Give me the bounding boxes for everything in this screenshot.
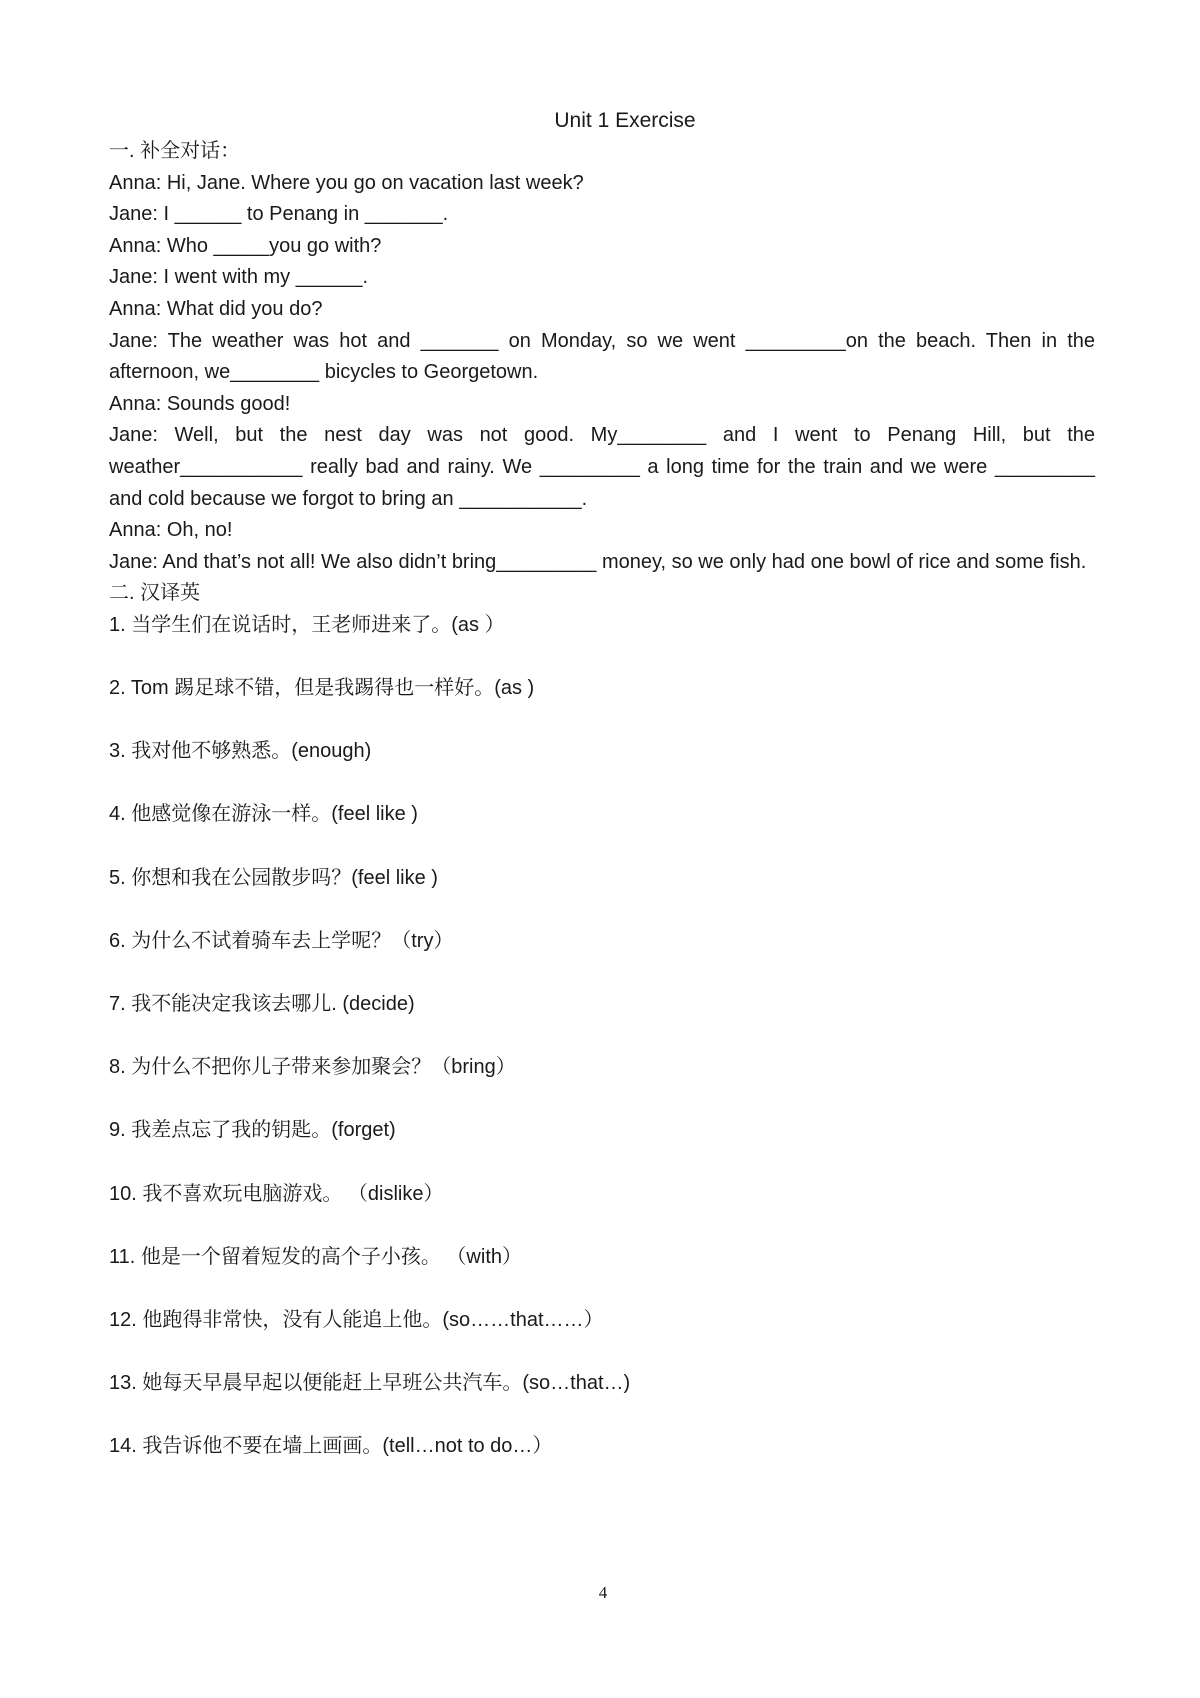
dialogue-paragraph: Jane: And that’s not all! We also didn’t bring_________ money, so we only had one bowl of rice and some fish. <box>109 550 1087 573</box>
dialogue-line: Anna: Hi, Jane. Where you go on vacation last week? <box>109 171 584 194</box>
exercise-content <box>109 136 1095 1495</box>
dialogue-paragraph: Jane: The weather was hot and _______ on Monday, so we went _________on the beach. Then in the afternoon, we________ bicycles to Georgetown. <box>109 329 1095 384</box>
translation-question: 9. 我差点忘了我的钥匙。(forget) <box>109 1119 396 1142</box>
translation-question: 12. 他跑得非常快，没有人能追上他。(so……that……） <box>109 1308 604 1331</box>
translation-question: 6. 为什么不试着骑车去上学呢？（try） <box>109 929 454 952</box>
translation-question: 11. 他是一个留着短发的高个子小孩。 （with） <box>109 1245 522 1268</box>
translation-question: 4. 他感觉像在游泳一样。(feel like ) <box>109 803 418 826</box>
dialogue-line: Anna: What did you do? <box>109 297 323 320</box>
translation-question: 3. 我对他不够熟悉。(enough) <box>109 740 372 763</box>
translation-question: 5. 你想和我在公园散步吗？(feel like ) <box>109 866 438 889</box>
translation-question: 8. 为什么不把你儿子带来参加聚会？（bring） <box>109 1056 516 1079</box>
translation-question: 2. Tom 踢足球不错，但是我踢得也一样好。(as ) <box>109 677 535 700</box>
translation-question: 1. 当学生们在说话时，王老师进来了。(as ） <box>109 613 505 636</box>
dialogue-line: Jane: I went with my ______. <box>109 266 369 289</box>
dialogue-line: Anna: Sounds good! <box>109 392 291 415</box>
page-number: 4 <box>598 1583 608 1602</box>
translation-question: 7. 我不能决定我该去哪儿. (decide) <box>109 993 415 1016</box>
section-heading-dialogue: 一. 补全对话： <box>109 140 241 162</box>
translation-question: 10. 我不喜欢玩电脑游戏。 （dislike） <box>109 1182 444 1205</box>
page-title: Unit 1 Exercise <box>554 109 696 132</box>
dialogue-paragraph: Jane: Well, but the nest day was not good. My________ and I went to Penang Hill, but the weather___________ really bad and rainy. We _________ a long time for the train and we were _________ and cold because we forgot to bring an ___________. <box>109 424 1095 510</box>
dialogue-line: Anna: Oh, no! <box>109 519 233 542</box>
dialogue-line: Jane: I ______ to Penang in _______. <box>109 203 449 226</box>
translation-question-list <box>109 610 1095 1495</box>
dialogue-line: Anna: Who _____you go with? <box>109 234 382 257</box>
section-heading-translation: 二. 汉译英 <box>109 582 201 605</box>
translation-question: 14. 我告诉他不要在墙上画画。(tell…not to do…） <box>109 1435 553 1458</box>
translation-question: 13. 她每天早晨早起以便能赶上早班公共汽车。(so…that…) <box>109 1372 631 1395</box>
